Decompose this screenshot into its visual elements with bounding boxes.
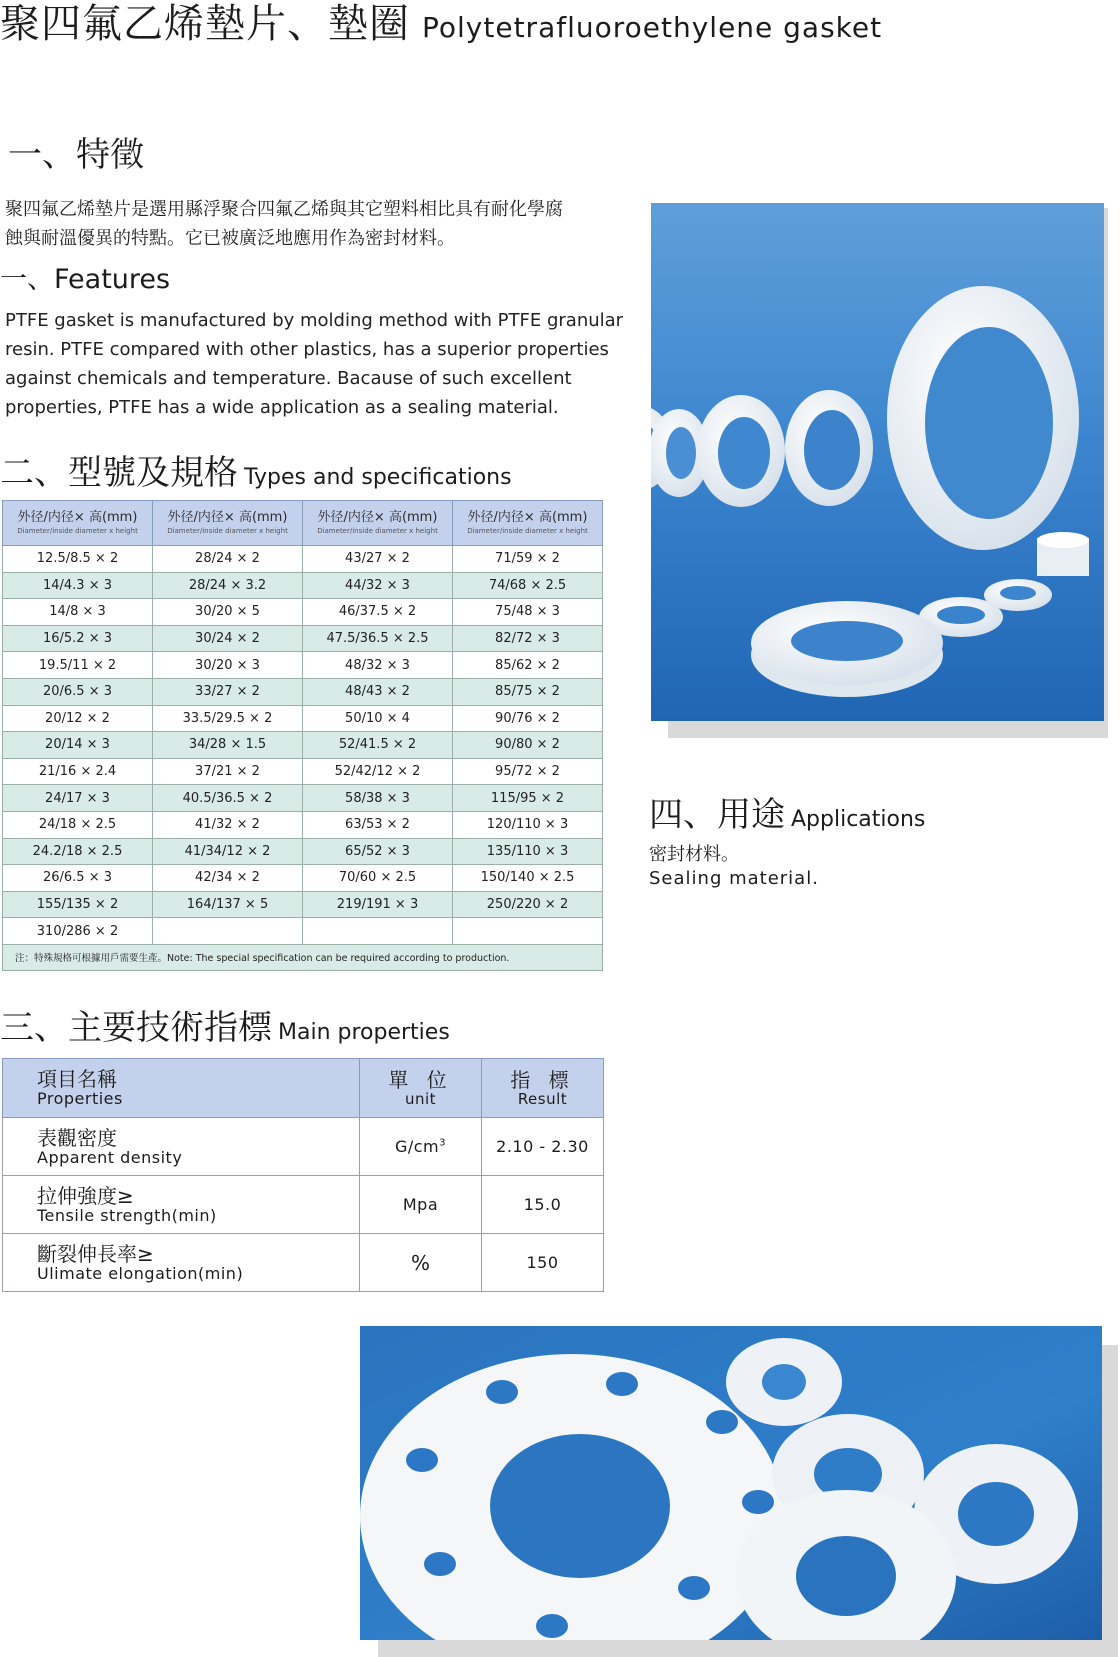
spec-table-row — [3, 732, 603, 759]
spec-table-cell: 50/10 × 4 — [303, 705, 453, 732]
spec-table-cell: 70/60 × 2.5 — [303, 865, 453, 892]
spec-table-cell: 150/140 × 2.5 — [453, 865, 603, 892]
spec-table-cell — [153, 918, 303, 945]
spec-table-row — [3, 599, 603, 626]
spec-table-row — [3, 758, 603, 785]
spec-table-cell: 310/286 × 2 — [3, 918, 153, 945]
features-text-en-line: resin. PTFE compared with other plastics, has a superior properties — [5, 339, 609, 360]
spec-table-row — [3, 785, 603, 812]
spec-table-row — [3, 838, 603, 865]
gasket-rings-illustration — [651, 203, 1104, 721]
spec-table-cell: 26/6.5 × 3 — [3, 865, 153, 892]
spec-table-cell: 20/6.5 × 3 — [3, 678, 153, 705]
features-text-zh-line2: 蝕與耐溫優異的特點。它已被廣泛地應用作為密封材料。 — [5, 228, 455, 249]
features-text-en — [5, 306, 645, 422]
spec-table-cell: 58/38 × 3 — [303, 785, 453, 812]
spec-table-cell: 85/62 × 2 — [453, 652, 603, 679]
features-text-en-line: properties, PTFE has a wide application as a sealing material. — [5, 397, 559, 418]
spec-table-cell: 52/42/12 × 2 — [303, 758, 453, 785]
spec-table-cell: 16/5.2 × 3 — [3, 625, 153, 652]
page-title-zh: 聚四氟乙烯墊片、墊圈 — [0, 1, 410, 47]
spec-table-cell: 115/95 × 2 — [453, 785, 603, 812]
property-result: 150 — [482, 1234, 604, 1292]
spec-col-header: 外径/内径× 高(mm) Diameter/inside diameter x height — [3, 501, 153, 546]
applications-text-zh: 密封材料。 — [649, 844, 739, 865]
spec-table-cell: 34/28 × 1.5 — [153, 732, 303, 759]
spec-table-cell: 48/32 × 3 — [303, 652, 453, 679]
main-properties-heading-zh: 三、主要技術指標 — [0, 1008, 272, 1048]
spec-table-cell: 85/75 × 2 — [453, 678, 603, 705]
spec-table-cell: 21/16 × 2.4 — [3, 758, 153, 785]
flange-gasket-illustration — [360, 1326, 1102, 1640]
property-unit: $G/cm^3$ — [360, 1118, 482, 1176]
features-text-zh — [5, 195, 625, 253]
main-properties-heading-en: Main properties — [278, 1020, 450, 1045]
spec-table-cell: 120/110 × 3 — [453, 811, 603, 838]
spec-table-cell: 28/24 × 2 — [153, 546, 303, 573]
spec-table-cell: 155/135 × 2 — [3, 891, 153, 918]
spec-table-cell: 90/80 × 2 — [453, 732, 603, 759]
spec-table-cell: 219/191 × 3 — [303, 891, 453, 918]
spec-table-cell: 30/24 × 2 — [153, 625, 303, 652]
features-text-en-line: PTFE gasket is manufactured by molding method with PTFE granular — [5, 310, 624, 331]
page-title-en: Polytetrafluoroethylene gasket — [422, 11, 883, 44]
spec-table — [2, 500, 603, 971]
spec-table-cell: 47.5/36.5 × 2.5 — [303, 625, 453, 652]
spec-table-row — [3, 705, 603, 732]
spec-table-cell: 20/12 × 2 — [3, 705, 153, 732]
property-name: 拉伸強度≥ Tensile strength(min) — [3, 1176, 360, 1234]
spec-table-row — [3, 918, 603, 945]
page-title — [0, 0, 882, 52]
spec-table-body — [3, 546, 603, 945]
spec-table-cell — [453, 918, 603, 945]
spec-table-row — [3, 865, 603, 892]
types-heading-en: Types and specifications — [244, 465, 512, 490]
property-result: 15.0 — [482, 1176, 604, 1234]
spec-table-cell: 41/34/12 × 2 — [153, 838, 303, 865]
property-result: 2.10 - 2.30 — [482, 1118, 604, 1176]
types-heading — [0, 453, 512, 498]
spec-table-cell: 33.5/29.5 × 2 — [153, 705, 303, 732]
spec-table-note: 注：特殊規格可根據用戶需要生產。Note: The special specification can be required according to production. — [3, 944, 603, 970]
spec-table-cell: 250/220 × 2 — [453, 891, 603, 918]
properties-table — [2, 1058, 604, 1292]
spec-table-cell: 37/21 × 2 — [153, 758, 303, 785]
features-heading-en: 一、Features — [0, 264, 171, 295]
gasket-photo-flange — [360, 1326, 1102, 1640]
spec-table-row — [3, 572, 603, 599]
types-heading-zh: 二、型號及規格 — [0, 453, 238, 493]
spec-table-cell: 71/59 × 2 — [453, 546, 603, 573]
spec-col-header: 外径/内径× 高(mm) Diameter/inside diameter x height — [303, 501, 453, 546]
spec-table-cell: 40.5/36.5 × 2 — [153, 785, 303, 812]
property-name: 表觀密度 Apparent density — [3, 1118, 360, 1176]
spec-table-row — [3, 652, 603, 679]
spec-table-cell: 28/24 × 3.2 — [153, 572, 303, 599]
spec-table-cell: 48/43 × 2 — [303, 678, 453, 705]
spec-table-cell: 63/53 × 2 — [303, 811, 453, 838]
spec-table-note-row — [3, 944, 603, 970]
properties-row — [3, 1234, 604, 1292]
spec-table-cell: 74/68 × 2.5 — [453, 572, 603, 599]
features-text-zh-line1: 聚四氟乙烯墊片是選用縣浮聚合四氟乙烯與其它塑料相比具有耐化學腐 — [5, 199, 563, 220]
property-name: 斷裂伸長率≥ Ulimate elongation(min) — [3, 1234, 360, 1292]
spec-table-cell: 24/17 × 3 — [3, 785, 153, 812]
properties-col-unit: 單 位 unit — [360, 1059, 482, 1118]
spec-table-cell: 42/34 × 2 — [153, 865, 303, 892]
spec-table-cell: 14/8 × 3 — [3, 599, 153, 626]
spec-table-cell: 65/52 × 3 — [303, 838, 453, 865]
spec-table-row — [3, 625, 603, 652]
spec-table-cell: 164/137 × 5 — [153, 891, 303, 918]
properties-col-name: 項目名稱 Properties — [3, 1059, 360, 1118]
spec-table-cell: 24/18 × 2.5 — [3, 811, 153, 838]
spec-table-cell: 135/110 × 3 — [453, 838, 603, 865]
spec-col-header: 外径/内径× 高(mm) Diameter/inside diameter x height — [453, 501, 603, 546]
applications-text-en: Sealing material. — [649, 868, 819, 889]
features-text-en-line: against chemicals and temperature. Bacause of such excellent — [5, 368, 572, 389]
spec-table-cell: 90/76 × 2 — [453, 705, 603, 732]
spec-table-cell: 30/20 × 3 — [153, 652, 303, 679]
spec-table-cell: 52/41.5 × 2 — [303, 732, 453, 759]
applications-heading — [649, 795, 925, 840]
spec-table-cell: 75/48 × 3 — [453, 599, 603, 626]
spec-table-cell: 43/27 × 2 — [303, 546, 453, 573]
spec-table-cell: 41/32 × 2 — [153, 811, 303, 838]
spec-table-cell: 12.5/8.5 × 2 — [3, 546, 153, 573]
property-unit: % — [360, 1234, 482, 1292]
properties-row — [3, 1176, 604, 1234]
spec-table-cell: 24.2/18 × 2.5 — [3, 838, 153, 865]
spec-table-row — [3, 811, 603, 838]
main-properties-heading — [0, 1008, 450, 1053]
spec-table-cell: 19.5/11 × 2 — [3, 652, 153, 679]
properties-col-result: 指 標 Result — [482, 1059, 604, 1118]
spec-col-header: 外径/内径× 高(mm) Diameter/inside diameter x height — [153, 501, 303, 546]
spec-table-header-row — [3, 501, 603, 546]
spec-table-cell — [303, 918, 453, 945]
spec-table-row — [3, 678, 603, 705]
spec-table-cell: 46/37.5 × 2 — [303, 599, 453, 626]
properties-row — [3, 1118, 604, 1176]
spec-table-cell: 44/32 × 3 — [303, 572, 453, 599]
gasket-photo-rings — [651, 203, 1104, 721]
applications-heading-zh: 四、用途 — [649, 795, 785, 835]
property-unit: Mpa — [360, 1176, 482, 1234]
spec-table-cell: 20/14 × 3 — [3, 732, 153, 759]
features-heading-zh: 一、特徵 — [8, 135, 144, 175]
applications-heading-en: Applications — [791, 807, 926, 832]
properties-header-row — [3, 1059, 604, 1118]
spec-table-cell: 30/20 × 5 — [153, 599, 303, 626]
spec-table-cell: 95/72 × 2 — [453, 758, 603, 785]
spec-table-cell: 33/27 × 2 — [153, 678, 303, 705]
spec-table-cell: 14/4.3 × 3 — [3, 572, 153, 599]
spec-table-row — [3, 891, 603, 918]
spec-table-cell: 82/72 × 3 — [453, 625, 603, 652]
spec-table-row — [3, 546, 603, 573]
